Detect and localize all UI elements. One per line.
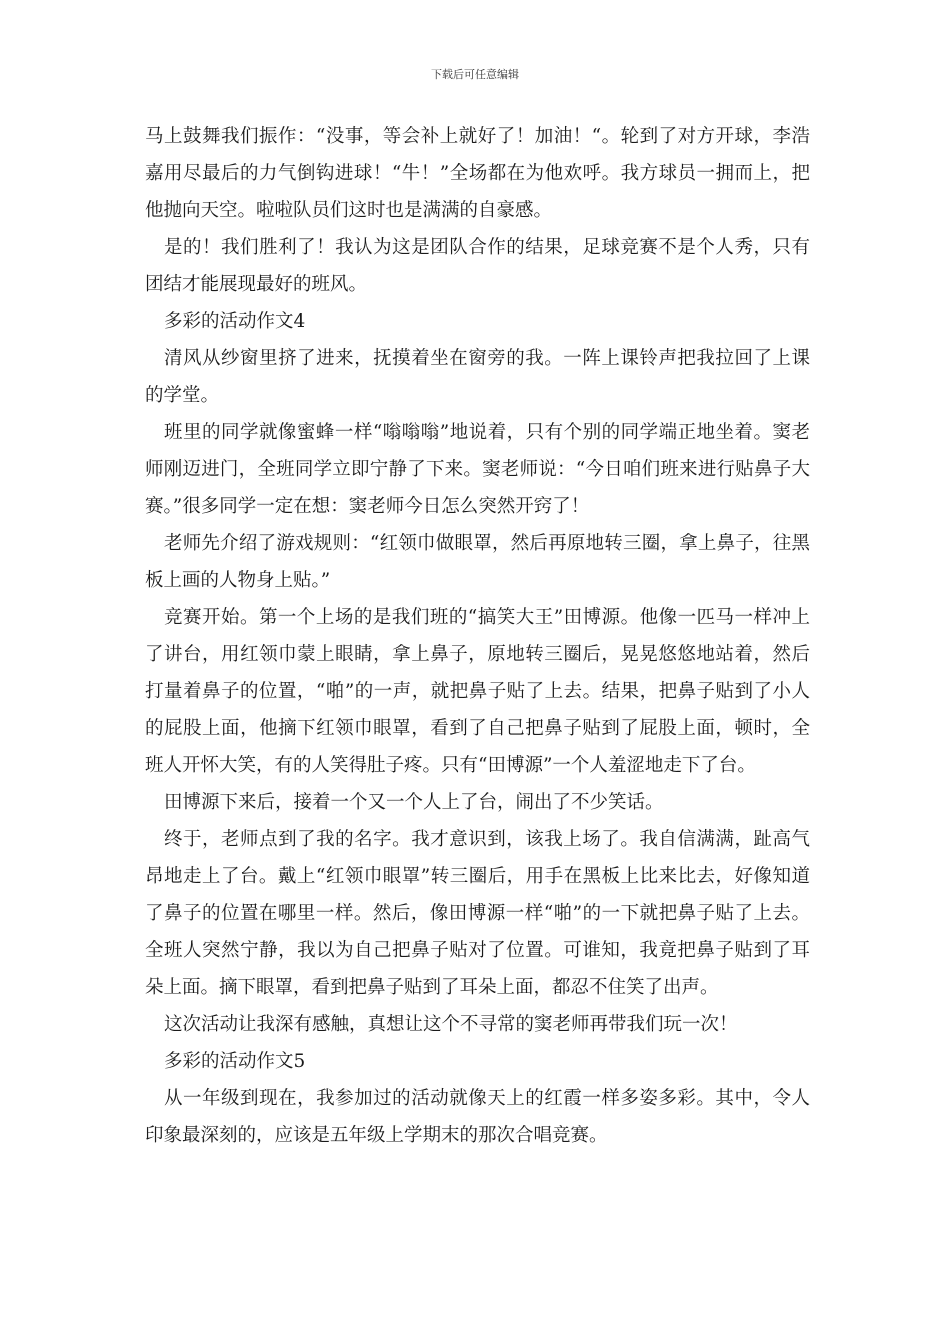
paragraph: 马上鼓舞我们振作：“没事，等会补上就好了！加油！“。轮到了对方开球，李浩嘉用尽最后的力气倒钩进球！“牛！”全场都在为他欢呼。我方球员一拥而上，把他抛向天空。啦啦队员们这时也是满满的自豪感。	[145, 126, 810, 221]
paragraph: 从一年级到现在，我参加过的活动就像天上的红霞一样多姿多彩。其中，令人印象最深刻的，应该是五年级上学期末的那次合唱竞赛。	[145, 1088, 810, 1146]
paragraph: 清风从纱窗里挤了进来，抚摸着坐在窗旁的我。一阵上课铃声把我拉回了上课的学堂。	[145, 348, 810, 406]
paragraph: 田博源下来后，接着一个又一个人上了台，闹出了不少笑话。	[164, 792, 664, 813]
paragraph: 这次活动让我深有感触，真想让这个不寻常的窦老师再带我们玩一次！	[164, 1014, 738, 1035]
document-body	[145, 118, 810, 1154]
section-title: 多彩的活动作文5	[164, 1051, 306, 1072]
page-header: 下载后可任意编辑	[431, 68, 519, 81]
section-title: 多彩的活动作文4	[164, 311, 306, 332]
paragraph: 老师先介绍了游戏规则：“红领巾做眼罩，然后再原地转三圈，拿上鼻子，往黑板上画的人物身上贴。”	[145, 533, 810, 591]
paragraph: 是的！我们胜利了！我认为这是团队合作的结果，足球竞赛不是个人秀，只有团结才能展现最好的班风。	[145, 237, 810, 295]
paragraph: 班里的同学就像蜜蜂一样“嗡嗡嗡”地说着，只有个别的同学端正地坐着。窦老师刚迈进门，全班同学立即宁静了下来。窦老师说：“今日咱们班来进行贴鼻子大赛。”很多同学一定在想：窦老师今日怎么突然开窍了！	[145, 422, 810, 517]
paragraph: 终于，老师点到了我的名字。我才意识到，该我上场了。我自信满满，趾高气昂地走上了台。戴上“红领巾眼罩”转三圈后，用手在黑板上比来比去，好像知道了鼻子的位置在哪里一样。然后，像田博源一样“啪”的一下就把鼻子贴了上去。全班人突然宁静，我以为自己把鼻子贴对了位置。可谁知，我竟把鼻子贴到了耳朵上面。摘下眼罩，看到把鼻子贴到了耳朵上面，都忍不住笑了出声。	[145, 829, 810, 998]
paragraph: 竞赛开始。第一个上场的是我们班的“搞笑大王”田博源。他像一匹马一样冲上了讲台，用红领巾蒙上眼睛，拿上鼻子，原地转三圈后，晃晃悠悠地站着，然后打量着鼻子的位置，“啪”的一声，就把鼻子贴了上去。结果，把鼻子贴到了小人的屁股上面，他摘下红领巾眼罩，看到了自己把鼻子贴到了屁股上面，顿时，全班人开怀大笑，有的人笑得肚子疼。只有“田博源”一个人羞涩地走下了台。	[145, 607, 810, 776]
